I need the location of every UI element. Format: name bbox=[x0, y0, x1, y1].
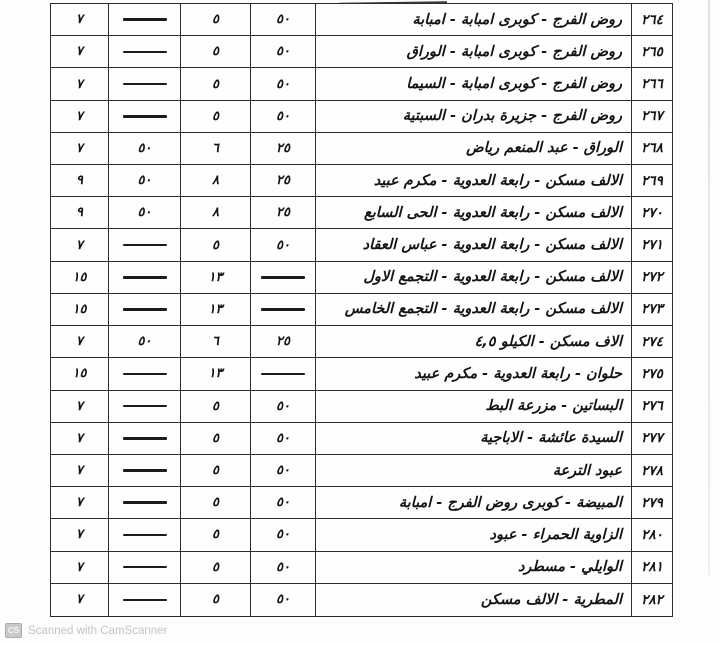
route-name-cell: روض الفرج - كوبرى امبابة - امبابة bbox=[316, 4, 632, 35]
fare-cell-3: ١٣ bbox=[181, 294, 251, 325]
fare-cell-4: ٥٠ bbox=[251, 101, 316, 132]
fare-cell-1: ٧ bbox=[51, 455, 109, 486]
fare-cell-2 bbox=[109, 423, 181, 454]
fare-cell-4: ٥٠ bbox=[251, 423, 316, 454]
fare-cell-1: ٧ bbox=[51, 36, 109, 67]
fare-cell-2: ٥٠ bbox=[109, 326, 181, 357]
table-row bbox=[51, 101, 672, 133]
table-row bbox=[51, 423, 672, 455]
route-number-cell: ٢٦٦ bbox=[641, 76, 663, 93]
fare-cell-4: ٥٠ bbox=[251, 519, 316, 550]
fare-cell-2 bbox=[109, 358, 181, 389]
route-number-cell: ٢٦٨ bbox=[641, 140, 663, 157]
fare-cell-4: ٥٠ bbox=[251, 4, 316, 35]
route-name-cell: روض الفرج - كوبرى امبابة - الوراق bbox=[316, 36, 632, 67]
route-name-cell: حلوان - رابعة العدوية - مكرم عبيد bbox=[316, 358, 632, 389]
fare-cell-2: ٥٠ bbox=[109, 165, 181, 196]
route-number-cell: ٢٨١ bbox=[641, 559, 663, 576]
fare-cell-3: ٥ bbox=[181, 584, 251, 616]
fare-cell-1: ٧ bbox=[51, 326, 109, 357]
dash-mark bbox=[123, 534, 167, 537]
route-name-cell: المبيضة - كوبرى روض الفرج - امبابة bbox=[316, 487, 632, 518]
table-row bbox=[51, 358, 672, 390]
table-row bbox=[51, 68, 672, 100]
table-row bbox=[51, 4, 672, 36]
route-name-cell: الالف مسكن - رابعة العدوية - عباس العقاد bbox=[316, 229, 632, 260]
camscanner-watermark-text: Scanned with CamScanner bbox=[28, 624, 168, 637]
fare-cell-2 bbox=[109, 487, 181, 518]
table-row bbox=[51, 326, 672, 358]
fare-cell-4: ٢٥ bbox=[251, 165, 316, 196]
route-name-cell: المطرية - الالف مسكن bbox=[316, 584, 632, 616]
fare-cell-2 bbox=[109, 455, 181, 486]
fare-cell-3: ٥ bbox=[181, 68, 251, 99]
route-name-cell: السيدة عائشة - الاباجية bbox=[316, 423, 632, 454]
fare-cell-1: ٩ bbox=[51, 165, 109, 196]
fare-cell-3: ٨ bbox=[181, 165, 251, 196]
dash-mark bbox=[123, 276, 167, 279]
route-number-cell: ٢٧٤ bbox=[641, 333, 663, 350]
fare-cell-3: ٥ bbox=[181, 101, 251, 132]
table-row bbox=[51, 584, 672, 616]
fare-cell-3: ٥ bbox=[181, 229, 251, 260]
route-name-cell: الزاوية الحمراء - عبود bbox=[316, 519, 632, 550]
route-name-cell: الالف مسكن - رابعة العدوية - مكرم عبيد bbox=[316, 165, 632, 196]
table-row bbox=[51, 487, 672, 519]
fare-cell-1: ٧ bbox=[51, 68, 109, 99]
fare-cell-4: ٥٠ bbox=[251, 455, 316, 486]
dash-mark bbox=[123, 308, 167, 311]
fare-cell-1: ٧ bbox=[51, 423, 109, 454]
dash-mark bbox=[123, 405, 167, 408]
table-row bbox=[51, 519, 672, 551]
dash-mark bbox=[123, 115, 167, 118]
fare-cell-3: ١٣ bbox=[181, 358, 251, 389]
fare-cell-4: ٢٥ bbox=[251, 133, 316, 164]
fare-cell-1: ٧ bbox=[51, 584, 109, 616]
route-name-cell: الاف مسكن - الكيلو ٤,٥ bbox=[316, 326, 632, 357]
fare-cell-4 bbox=[251, 358, 316, 389]
table-row bbox=[51, 36, 672, 68]
camscanner-badge-icon: CS bbox=[5, 623, 22, 638]
route-number-cell: ٢٧٢ bbox=[641, 269, 663, 286]
bus-route-fare-table bbox=[50, 3, 673, 617]
dash-mark bbox=[123, 469, 167, 472]
table-row bbox=[51, 455, 672, 487]
table-row bbox=[51, 391, 672, 423]
fare-cell-3: ٥ bbox=[181, 487, 251, 518]
table-row bbox=[51, 262, 672, 294]
route-number-cell: ٢٧٩ bbox=[641, 494, 663, 511]
route-number-cell: ٢٧٦ bbox=[641, 398, 663, 415]
fare-cell-3: ٥ bbox=[181, 423, 251, 454]
fare-cell-2: ٥٠ bbox=[109, 197, 181, 228]
fare-cell-4 bbox=[251, 262, 316, 293]
fare-cell-1: ١٥ bbox=[51, 294, 109, 325]
route-number-cell: ٢٧٨ bbox=[641, 462, 663, 479]
fare-cell-3: ٥ bbox=[181, 519, 251, 550]
fare-cell-4: ٥٠ bbox=[251, 552, 316, 583]
route-name-cell: الوراق - عبد المنعم رياض bbox=[316, 133, 632, 164]
fare-cell-3: ٥ bbox=[181, 552, 251, 583]
fare-cell-2 bbox=[109, 552, 181, 583]
fare-cell-4: ٥٠ bbox=[251, 391, 316, 422]
table-row bbox=[51, 133, 672, 165]
fare-cell-2 bbox=[109, 101, 181, 132]
route-number-cell: ٢٧٥ bbox=[641, 365, 663, 382]
route-name-cell: الالف مسكن - رابعة العدوية - التجمع الخامس bbox=[316, 294, 632, 325]
fare-cell-3: ٦ bbox=[181, 133, 251, 164]
route-number-cell: ٢٨٠ bbox=[641, 526, 663, 543]
route-number-cell: ٢٧٠ bbox=[641, 204, 663, 221]
dash-mark bbox=[123, 18, 167, 21]
fare-cell-1: ١٥ bbox=[51, 358, 109, 389]
fare-cell-3: ٨ bbox=[181, 197, 251, 228]
fare-cell-2 bbox=[109, 4, 181, 35]
camscanner-watermark bbox=[5, 623, 167, 638]
fare-cell-1: ٧ bbox=[51, 101, 109, 132]
fare-cell-3: ٥ bbox=[181, 36, 251, 67]
route-number-cell: ٢٧٧ bbox=[641, 430, 663, 447]
fare-cell-4: ٢٥ bbox=[251, 197, 316, 228]
fare-cell-1: ٧ bbox=[51, 229, 109, 260]
fare-cell-4 bbox=[251, 294, 316, 325]
dash-mark bbox=[123, 437, 167, 440]
fare-cell-2 bbox=[109, 68, 181, 99]
table-row bbox=[51, 197, 672, 229]
dash-mark bbox=[261, 276, 305, 279]
fare-cell-4: ٥٠ bbox=[251, 68, 316, 99]
fare-cell-3: ٥ bbox=[181, 455, 251, 486]
fare-cell-1: ١٥ bbox=[51, 262, 109, 293]
fare-cell-1: ٧ bbox=[51, 552, 109, 583]
route-name-cell: الالف مسكن - رابعة العدوية - التجمع الاول bbox=[316, 262, 632, 293]
fare-cell-4: ٥٠ bbox=[251, 487, 316, 518]
fare-cell-4: ٥٠ bbox=[251, 36, 316, 67]
dash-mark bbox=[261, 373, 305, 376]
route-name-cell: روض الفرج - كوبرى امبابة - السيما bbox=[316, 68, 632, 99]
dash-mark bbox=[123, 599, 167, 602]
dash-mark bbox=[123, 244, 167, 247]
table-row bbox=[51, 229, 672, 261]
dash-mark bbox=[123, 501, 167, 504]
route-number-cell: ٢٨٢ bbox=[641, 591, 663, 608]
fare-cell-4: ٥٠ bbox=[251, 584, 316, 616]
route-name-cell: عبود الترعة bbox=[316, 455, 632, 486]
route-name-cell: الالف مسكن - رابعة العدوية - الحى السابع bbox=[316, 197, 632, 228]
fare-cell-4: ٥٠ bbox=[251, 229, 316, 260]
route-number-cell: ٢٦٧ bbox=[641, 108, 663, 125]
table-row bbox=[51, 165, 672, 197]
route-number-cell: ٢٧١ bbox=[641, 237, 663, 254]
route-number-cell: ٢٦٤ bbox=[641, 11, 663, 28]
fare-cell-3: ٦ bbox=[181, 326, 251, 357]
fare-cell-2 bbox=[109, 229, 181, 260]
fare-cell-1: ٧ bbox=[51, 391, 109, 422]
dash-mark bbox=[123, 83, 167, 86]
dash-mark bbox=[123, 51, 167, 54]
table-row bbox=[51, 552, 672, 584]
fare-cell-2 bbox=[109, 294, 181, 325]
fare-cell-2: ٥٠ bbox=[109, 133, 181, 164]
fare-cell-3: ١٣ bbox=[181, 262, 251, 293]
fare-cell-1: ٧ bbox=[51, 519, 109, 550]
route-name-cell: الوايلي - مسطرد bbox=[316, 552, 632, 583]
route-name-cell: البساتين - مزرعة البط bbox=[316, 391, 632, 422]
route-number-cell: ٢٧٣ bbox=[641, 301, 663, 318]
fare-cell-2 bbox=[109, 36, 181, 67]
dash-mark bbox=[123, 373, 167, 376]
fare-cell-3: ٥ bbox=[181, 4, 251, 35]
fare-cell-2 bbox=[109, 262, 181, 293]
route-number-cell: ٢٦٥ bbox=[641, 43, 663, 60]
fare-cell-2 bbox=[109, 391, 181, 422]
fare-cell-1: ٧ bbox=[51, 4, 109, 35]
page-edge-shadow bbox=[708, 0, 710, 575]
fare-cell-3: ٥ bbox=[181, 391, 251, 422]
fare-cell-1: ٩ bbox=[51, 197, 109, 228]
route-name-cell: روض الفرج - جزيرة بدران - السبتية bbox=[316, 101, 632, 132]
fare-cell-2 bbox=[109, 584, 181, 616]
fare-cell-4: ٢٥ bbox=[251, 326, 316, 357]
route-number-cell: ٢٦٩ bbox=[641, 172, 663, 189]
dash-mark bbox=[261, 308, 305, 311]
dash-mark bbox=[123, 566, 167, 569]
table-row bbox=[51, 294, 672, 326]
fare-cell-2 bbox=[109, 519, 181, 550]
fare-cell-1: ٧ bbox=[51, 487, 109, 518]
fare-cell-1: ٧ bbox=[51, 133, 109, 164]
